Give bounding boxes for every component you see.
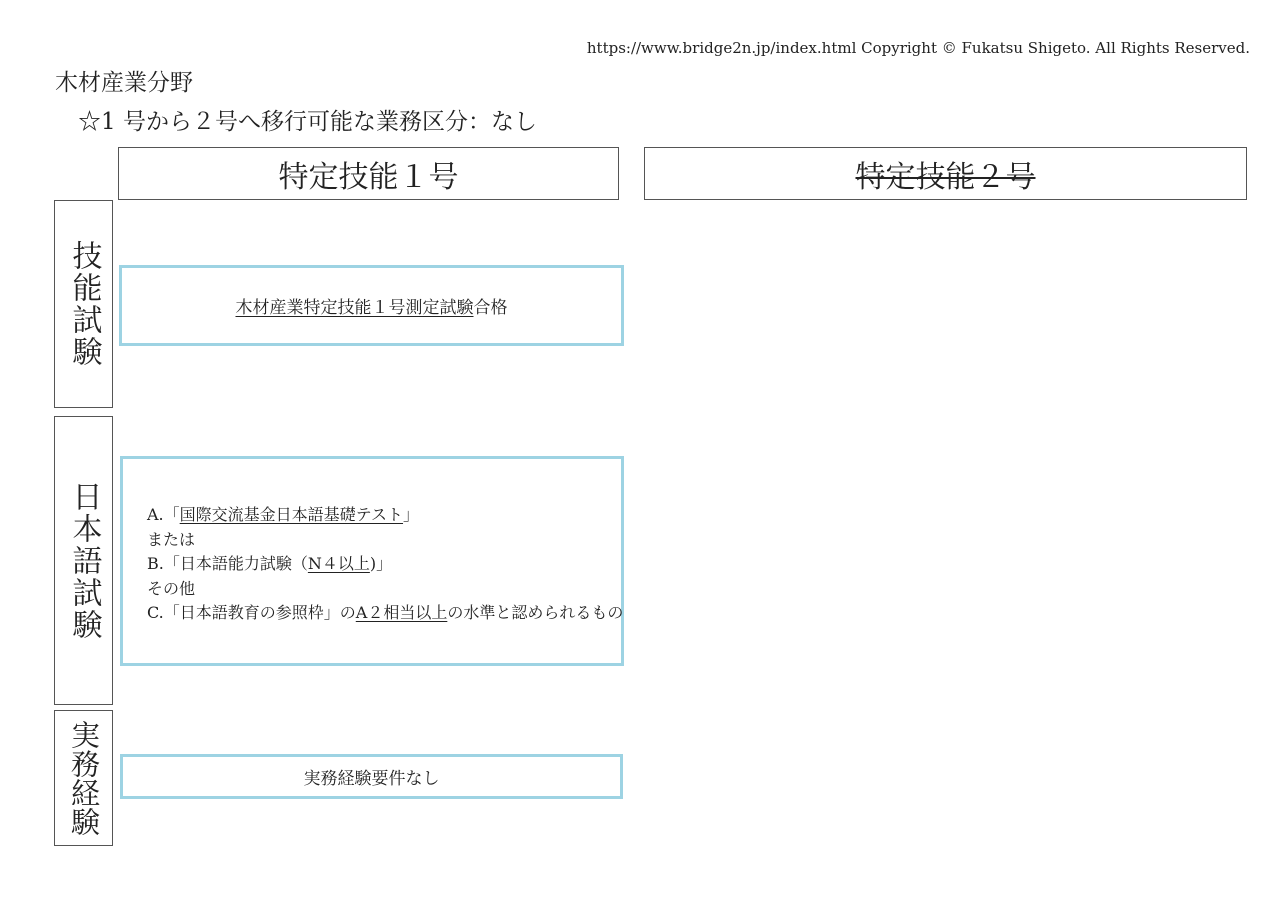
japanese-test-requirement-box — [120, 456, 624, 666]
row-header-japanese-test — [54, 416, 113, 705]
japanese-or-label: または — [147, 529, 196, 549]
option-a-test-name: 国際交流基金日本語基礎テスト — [179, 505, 404, 524]
skill-test-name: 木材産業特定技能１号測定試験 — [235, 298, 474, 318]
row-header-skill-test-label: 技能試験 — [66, 240, 102, 368]
option-c-prefix: C.「日本語教育の参照枠」の — [147, 603, 356, 622]
experience-requirement-box — [120, 754, 623, 799]
skill-test-requirement — [236, 293, 508, 318]
option-c-suffix: の水準と認められるもの — [447, 603, 624, 622]
column-header-tokutei-2 — [644, 147, 1247, 200]
transfer-note: ☆1 号から２号へ移行可能な業務区分：なし — [78, 109, 537, 135]
option-b-level: N４以上 — [307, 554, 370, 573]
japanese-option-b — [147, 552, 621, 577]
japanese-option-a — [147, 503, 621, 528]
copyright-notice: https://www.bridge2n.jp/index.html Copyright © Fukatsu Shigeto. All Rights Reserved. — [586, 39, 1250, 57]
experience-requirement: 実務経験要件なし — [303, 769, 440, 789]
japanese-other-label: その他 — [147, 578, 196, 598]
option-c-level: A２相当以上 — [355, 603, 448, 622]
column-header-tokutei-1-label: 特定技能１号 — [278, 159, 459, 195]
option-a-suffix: 」 — [403, 505, 420, 524]
row-header-experience — [54, 710, 113, 846]
japanese-option-c — [147, 601, 624, 626]
column-header-tokutei-1 — [118, 147, 619, 200]
column-header-tokutei-2-label: 特定技能２号 — [855, 159, 1036, 195]
option-b-prefix: B.「日本語能力試験（ — [147, 554, 308, 573]
option-a-prefix: A.「 — [147, 505, 180, 524]
option-b-suffix: )」 — [369, 554, 393, 573]
sector-title: 木材産業分野 — [55, 70, 193, 96]
row-header-experience-label: 実務経験 — [67, 720, 101, 836]
skill-test-requirement-box — [119, 265, 624, 346]
row-header-skill-test — [54, 200, 113, 408]
skill-test-suffix: 合格 — [473, 298, 508, 318]
row-header-japanese-test-label: 日本語試験 — [66, 480, 102, 641]
